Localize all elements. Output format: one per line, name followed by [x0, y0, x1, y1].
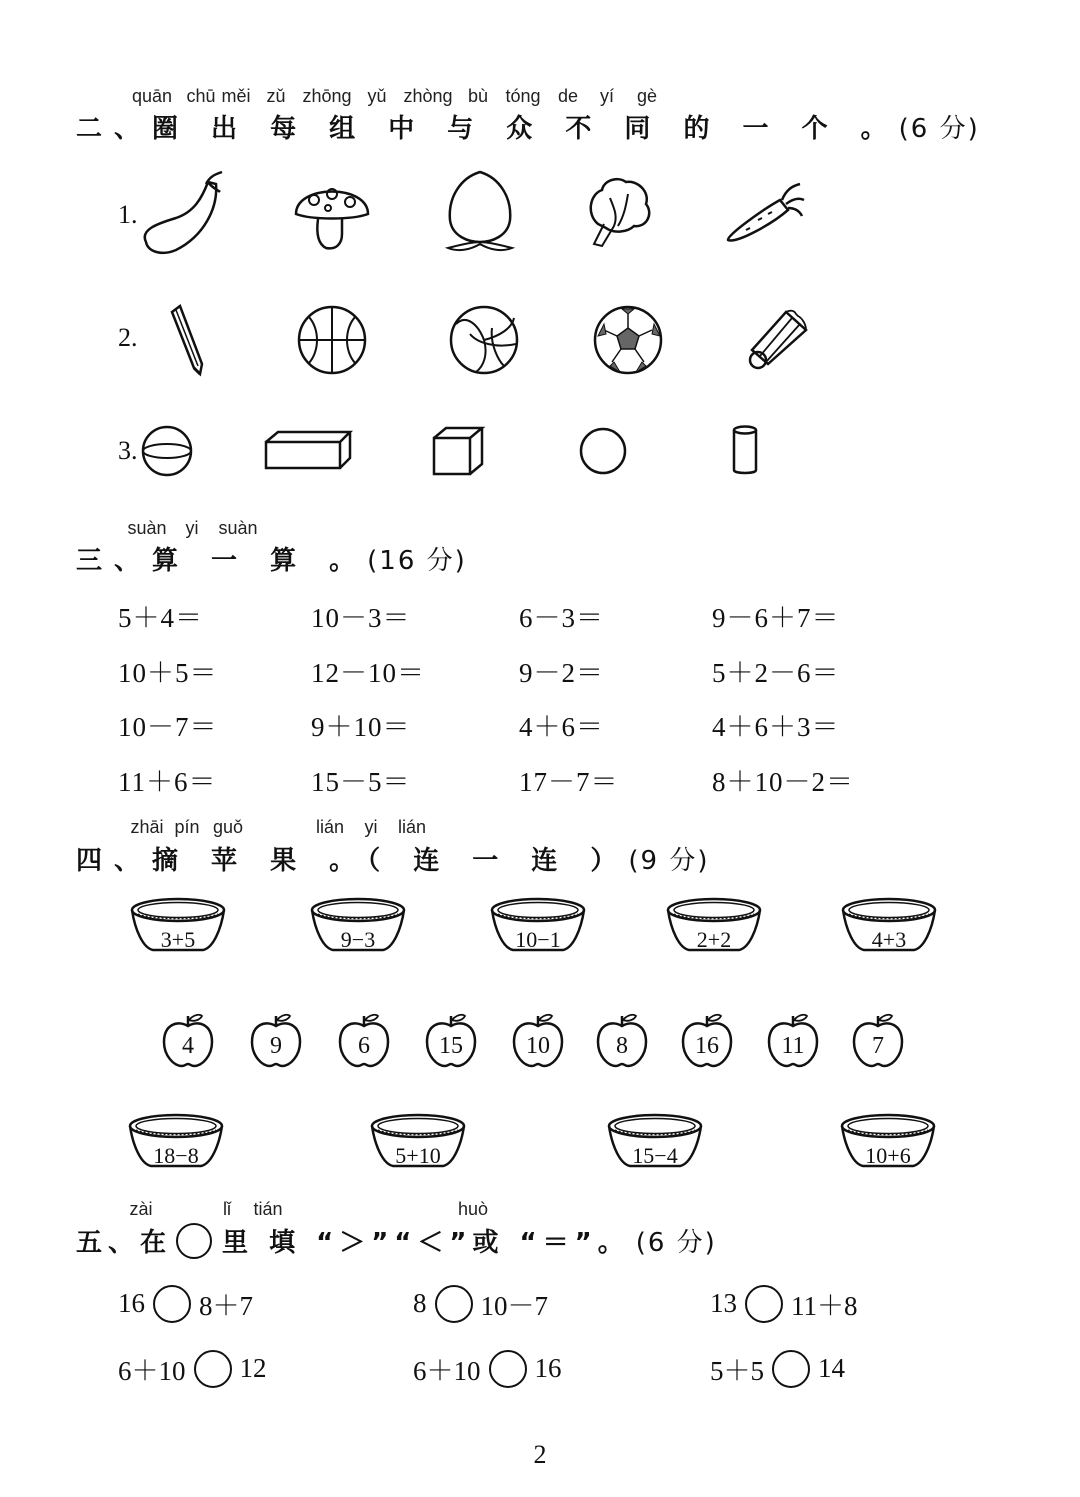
pinyin: pín — [174, 817, 200, 837]
pinyin: zhāi — [130, 817, 164, 837]
basket[interactable] — [129, 896, 227, 960]
compare-item: 16 8＋7 — [118, 1284, 253, 1323]
apple[interactable] — [423, 1012, 479, 1072]
section3-points: (16 分) — [367, 546, 467, 576]
sphere-icon[interactable] — [140, 424, 194, 478]
pinyin: yi — [364, 817, 378, 837]
apple-label: 7 — [872, 1033, 884, 1059]
basket[interactable] — [840, 896, 938, 960]
pinyin: quān — [131, 86, 173, 106]
basket[interactable] — [369, 1112, 467, 1176]
compare-item: 6＋10 16 — [413, 1349, 562, 1388]
calc-problem: 9－6＋7＝ — [712, 603, 840, 633]
compare-item: 6＋10 12 — [118, 1349, 267, 1388]
basket-label: 9−3 — [340, 927, 376, 952]
pinyin: yí — [599, 86, 615, 106]
compare-item: 13 11＋8 — [710, 1284, 858, 1323]
basket-label: 2+2 — [696, 927, 732, 952]
answer-circle[interactable] — [772, 1350, 810, 1388]
answer-circle[interactable] — [489, 1350, 527, 1388]
basket[interactable] — [606, 1112, 704, 1176]
basket[interactable] — [665, 896, 763, 960]
cube-icon[interactable] — [430, 424, 486, 478]
section3-pinyin — [0, 518, 1080, 540]
eggplant-icon[interactable] — [136, 168, 228, 260]
calc-problem: 17－7＝ — [519, 767, 619, 797]
apple-label: 11 — [781, 1033, 805, 1059]
apple[interactable] — [765, 1012, 821, 1072]
calc-problem: 12－10＝ — [311, 658, 425, 688]
circle-icon[interactable] — [578, 426, 628, 476]
basket[interactable] — [839, 1112, 937, 1176]
pinyin: měi — [221, 86, 251, 106]
calc-problem: 10－3＝ — [311, 603, 411, 633]
calc-problem: 9－2＝ — [519, 658, 604, 688]
calc-problem: 11＋6＝ — [118, 767, 217, 797]
pinyin: yi — [185, 518, 199, 538]
shuttlecock-icon[interactable] — [746, 306, 810, 372]
apple-label: 9 — [270, 1033, 282, 1059]
basket[interactable] — [127, 1112, 225, 1176]
answer-circle[interactable] — [194, 1350, 232, 1388]
calc-problem: 9＋10＝ — [311, 712, 411, 742]
cuboid-icon[interactable] — [262, 428, 354, 472]
calc-problem: 5＋2－6＝ — [712, 658, 840, 688]
row-label: 2. — [118, 323, 138, 352]
apple[interactable] — [510, 1012, 566, 1072]
basket-label: 15−4 — [632, 1143, 678, 1168]
pinyin: yǔ — [367, 86, 387, 106]
calc-problem: 10＋5＝ — [118, 658, 218, 688]
mushroom-icon[interactable] — [292, 174, 372, 254]
pinyin: suàn — [127, 518, 167, 538]
pinyin: lǐ — [223, 1199, 231, 1219]
basket-label: 10−1 — [515, 927, 561, 952]
section5-points: (6 分) — [635, 1228, 717, 1258]
cabbage-icon[interactable] — [584, 174, 656, 250]
basket-label: 18−8 — [153, 1143, 199, 1168]
pinyin: lián — [315, 817, 345, 837]
section4-pinyin — [0, 817, 1080, 839]
apple-label: 15 — [439, 1033, 463, 1059]
calc-problem: 6－3＝ — [519, 603, 604, 633]
apple-label: 10 — [526, 1033, 550, 1059]
compare-item: 5＋5 14 — [710, 1349, 845, 1388]
pinyin: zhōng — [302, 86, 352, 106]
pinyin: zài — [129, 1199, 153, 1219]
answer-circle-icon — [176, 1223, 212, 1259]
calc-problem: 8＋10－2＝ — [712, 767, 854, 797]
apple-label: 6 — [358, 1033, 370, 1059]
pinyin: bù — [467, 86, 489, 106]
basket-label: 3+5 — [160, 927, 196, 952]
section5-title: 五、在 里 填 “＞”“＜”或 “＝”。 (6 分) — [76, 1222, 717, 1259]
pinyin: guǒ — [212, 817, 244, 837]
pinyin: zǔ — [266, 86, 286, 106]
calc-problem: 4＋6＋3＝ — [712, 712, 840, 742]
row-label: 1. — [118, 200, 138, 229]
pinyin: zhòng — [403, 86, 453, 106]
section4-title: 四、摘 苹 果 。（ 连 一 连 ）(9 分) — [76, 846, 710, 876]
apple[interactable] — [850, 1012, 906, 1072]
calc-problem: 15－5＝ — [311, 767, 411, 797]
answer-circle[interactable] — [745, 1285, 783, 1323]
apple[interactable] — [248, 1012, 304, 1072]
pinyin: chū — [186, 86, 216, 106]
basket[interactable] — [489, 896, 587, 960]
section4-points: (9 分) — [628, 846, 710, 876]
basket-label: 4+3 — [871, 927, 907, 952]
section2-points: (6 分) — [898, 114, 980, 144]
apple-label: 16 — [695, 1033, 719, 1059]
pinyin: gè — [636, 86, 658, 106]
pencil-icon[interactable] — [164, 302, 210, 378]
soccer-ball-icon[interactable] — [592, 304, 664, 376]
page-number: 2 — [533, 1440, 547, 1469]
volleyball-icon[interactable] — [448, 304, 520, 376]
row-label: 3. — [118, 436, 138, 465]
pinyin: tóng — [505, 86, 541, 106]
basket-label: 10+6 — [865, 1143, 911, 1168]
peach-icon[interactable] — [440, 168, 520, 254]
pinyin: huò — [457, 1199, 489, 1219]
carrot-icon[interactable] — [722, 180, 806, 248]
section3-title: 三、算 一 算 。(16 分) — [76, 546, 467, 576]
pinyin: de — [557, 86, 579, 106]
answer-circle[interactable] — [153, 1285, 191, 1323]
compare-item: 8 10－7 — [413, 1284, 548, 1323]
calc-problem: 10－7＝ — [118, 712, 218, 742]
apple[interactable] — [594, 1012, 650, 1072]
calc-problem: 4＋6＝ — [519, 712, 604, 742]
apple-label: 4 — [182, 1033, 194, 1059]
pinyin: suàn — [218, 518, 258, 538]
basketball-icon[interactable] — [296, 304, 368, 376]
apple[interactable] — [679, 1012, 735, 1072]
apple[interactable] — [336, 1012, 392, 1072]
pinyin: lián — [397, 817, 427, 837]
pinyin: tián — [253, 1199, 283, 1219]
apple[interactable] — [160, 1012, 216, 1072]
answer-circle[interactable] — [435, 1285, 473, 1323]
cylinder-icon[interactable] — [730, 424, 760, 476]
calc-problem: 5＋4＝ — [118, 603, 203, 633]
apple-label: 8 — [616, 1033, 628, 1059]
basket[interactable] — [309, 896, 407, 960]
section5-pinyin — [0, 1199, 1080, 1221]
basket-label: 5+10 — [395, 1143, 441, 1168]
section2-title: 二、圈 出 每 组 中 与 众 不 同 的 一 个 。(6 分) — [76, 114, 980, 144]
section2-pinyin — [0, 86, 1080, 108]
